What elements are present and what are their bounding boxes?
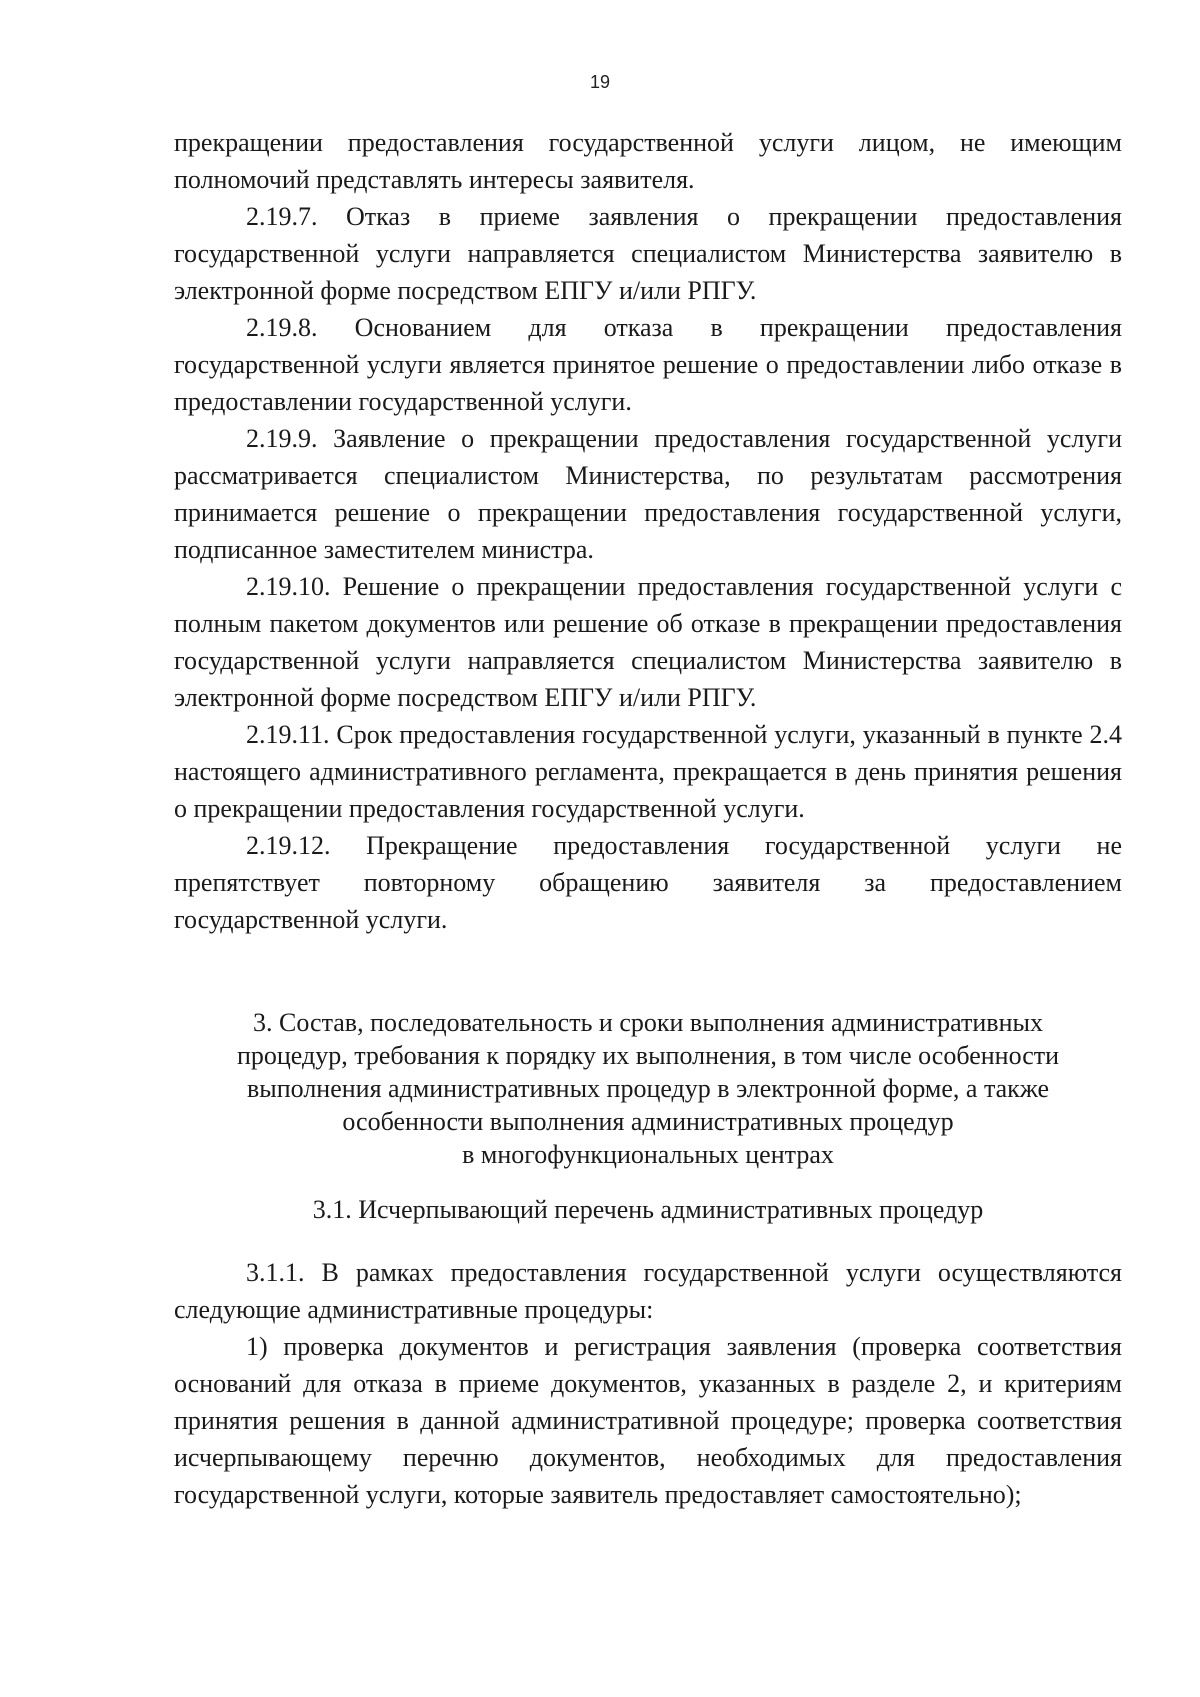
paragraph-2-19-7: 2.19.7. Отказ в приеме заявления о прекращении предоставления государственной услуги направляется специалистом Министерства заявителю в электронной форме посредством ЕПГУ и/или РПГУ. xyxy=(174,202,1122,305)
section-heading xyxy=(174,1006,1122,1171)
paragraph: прекращении предоставления государственной услуги лицом, не имеющим полномочий представлять интересы заявителя. xyxy=(174,128,1122,194)
paragraph-2-19-9: 2.19.9. Заявление о прекращении предоставления государственной услуги рассматривается специалистом Министерства, по результатам рассмотрения принимается решение о прекращении предоставления государственной услуги, подписанное заместителем министра. xyxy=(174,424,1122,564)
section-heading-line: выполнения административных процедур в электронной форме, а также xyxy=(247,1074,1049,1103)
paragraph-2-19-10: 2.19.10. Решение о прекращении предоставления государственной услуги с полным пакетом документов или решение об отказе в прекращении предоставления государственной услуги направляется специалистом Министерства заявителю в электронной форме посредством ЕПГУ и/или РПГУ. xyxy=(174,572,1122,712)
paragraphs-bottom xyxy=(174,1254,1122,1513)
paragraphs-top xyxy=(174,124,1122,938)
paragraph-2-19-8: 2.19.8. Основанием для отказа в прекращении предоставления государственной услуги является принятое решение о предоставлении либо отказе в предоставлении государственной услуги. xyxy=(174,313,1122,416)
page-number: 19 xyxy=(589,72,611,92)
paragraph-2-19-11: 2.19.11. Срок предоставления государственной услуги, указанный в пункте 2.4 настоящего административного регламента, прекращается в день принятия решения о прекращении предоставления государственной услуги. xyxy=(174,720,1122,823)
paragraph-list-item-1: 1) проверка документов и регистрация заявления (проверка соответствия оснований для отказа в приеме документов, указанных в разделе 2, и критериям принятия решения в данной административной процедуре; проверка соответствия исчерпывающему перечню документов, необходимых для предоставления государственной услуги, которые заявитель предоставляет самостоятельно); xyxy=(174,1332,1122,1509)
subsection-heading: 3.1. Исчерпывающий перечень административных процедур xyxy=(312,1195,984,1224)
section-heading-line: в многофункциональных центрах xyxy=(462,1140,834,1169)
paragraph-3-1-1: 3.1.1. В рамках предоставления государственной услуги осуществляются следующие административные процедуры: xyxy=(174,1258,1122,1324)
paragraph-2-19-12: 2.19.12. Прекращение предоставления государственной услуги не препятствует повторному обращению заявителя за предоставлением государственной услуги. xyxy=(174,831,1122,934)
section-heading-line: процедур, требования к порядку их выполнения, в том числе особенности xyxy=(236,1041,1060,1070)
section-heading-line: 3. Состав, последовательность и сроки выполнения административных xyxy=(253,1008,1043,1037)
document-body xyxy=(174,124,1122,1513)
section-heading-line: особенности выполнения административных процедур xyxy=(342,1107,954,1136)
